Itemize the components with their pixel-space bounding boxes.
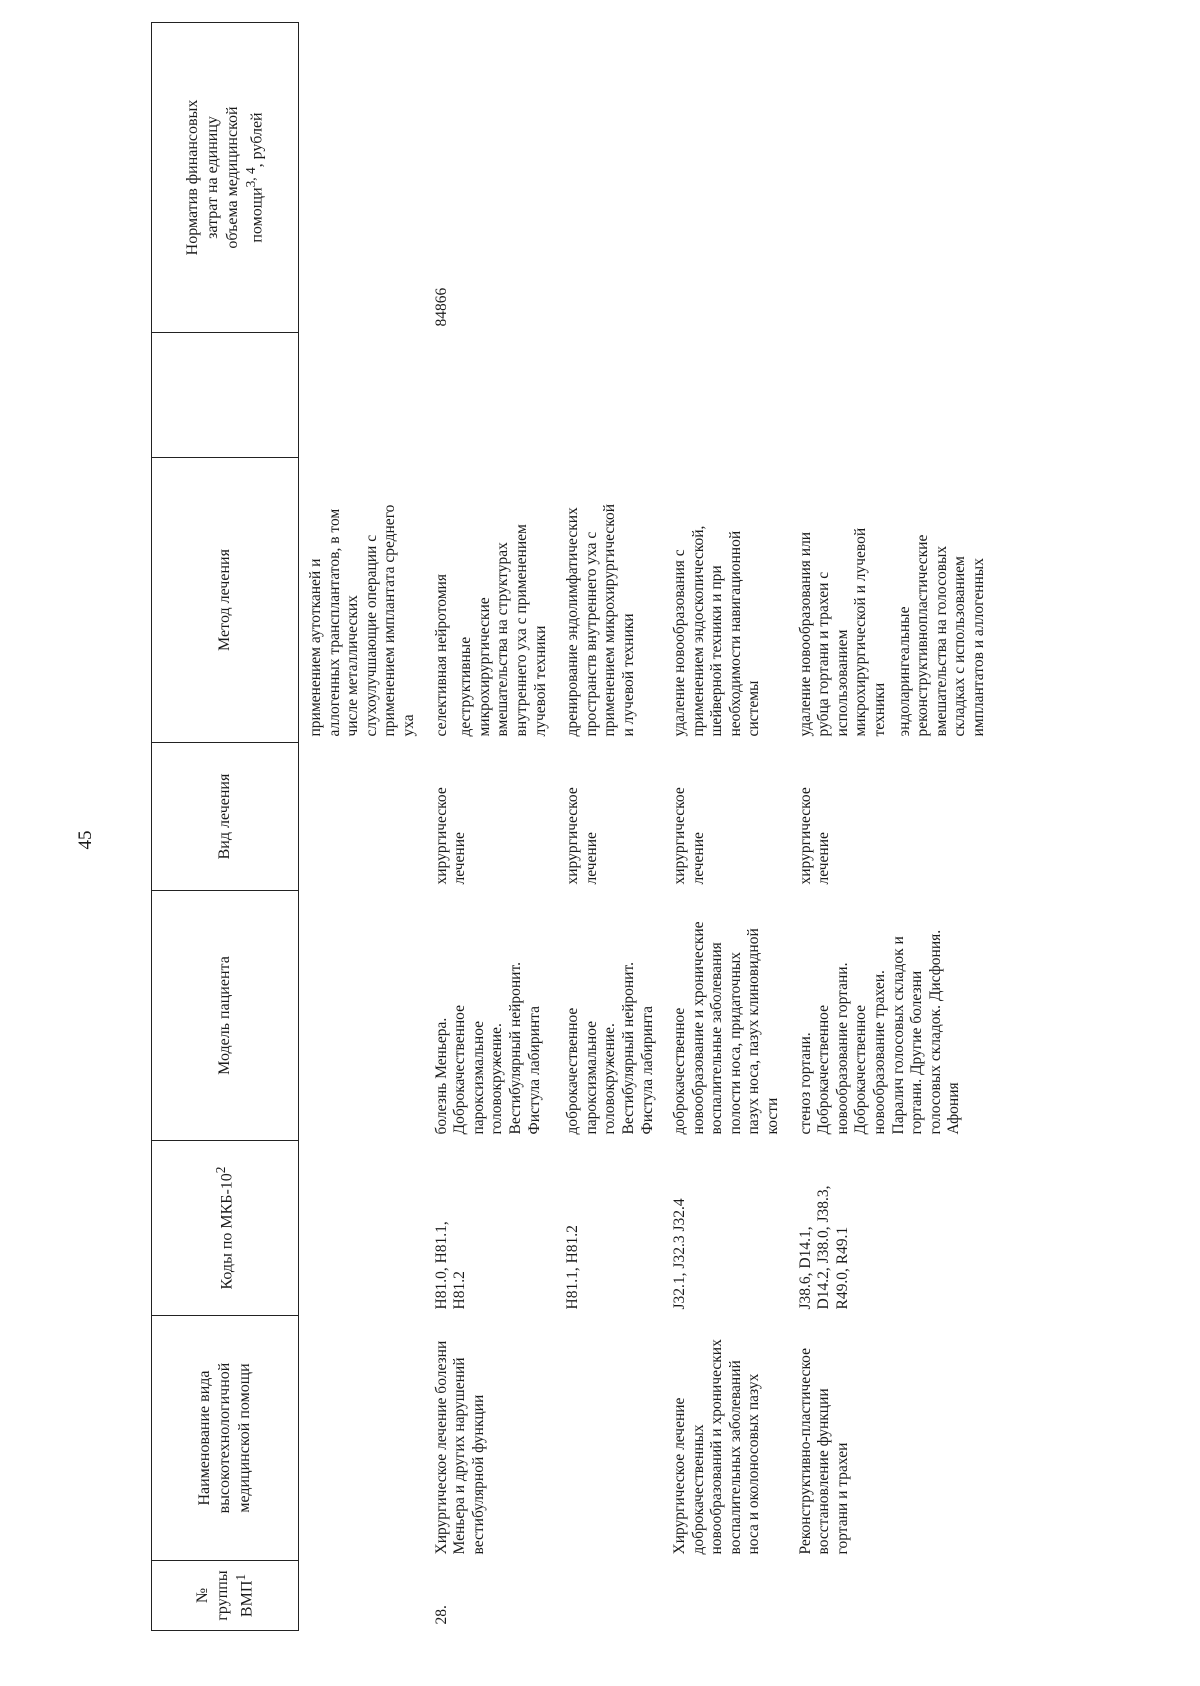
cell-method-line: эндоларингеальные [895,606,913,737]
cell-name-line: Хирургическое лечение болезни [432,1340,450,1555]
cell-method-line: шейверной техники и при [708,565,726,737]
cell-type-line: хирургическое [564,787,582,885]
cell-method-line: рубца гортани и трахеи с [815,571,833,737]
cell-method-line: реконструктивнопластические [914,534,932,737]
cell-method-line: внутреннего уха с применением [512,524,530,737]
cell-cost [657,23,783,333]
cell-model-line: доброкачественное [564,1007,582,1135]
cell-cost [783,23,989,333]
cell-type-line: хирургическое [796,787,814,885]
cell-model-line: пароксизмальное [582,1020,600,1135]
cell-group: 28. [432,1605,450,1625]
cell-type [783,743,989,891]
cell-method-line: техники [871,682,889,737]
vmp-table [151,22,989,1631]
table-row [657,23,783,1631]
cell-type [419,743,551,891]
cell-cost [550,23,657,333]
cell-model-line: Доброкачественное [815,1005,833,1135]
cell-name-line: воспалительных заболеваний [726,1360,744,1555]
table-row [299,23,419,1631]
cell-model-line: Вестибулярный нейронит. [506,962,524,1135]
cell-codes-line: H81.1, H81.2 [564,1225,582,1310]
cell-model [299,891,419,1141]
cell-type [550,743,657,891]
cell-model-line: Паралич голосовых складок и [889,936,907,1135]
table-row [550,23,657,1631]
table-row [419,23,551,1631]
cell-codes-line: D14.2, J38.0, J38.3, [815,1185,833,1310]
cell-method [783,458,989,743]
cell-method-line: числе металлических [344,595,362,737]
cell-group [657,1561,783,1631]
cell-name-line: Хирургическое лечение [671,1397,689,1555]
cell-method-line: дренирование эндолимфатических [564,507,582,737]
header-cost-line: Норматив финансовых [183,99,201,256]
cell-method-line: микрохирургической и лучевой [852,527,870,737]
cell-codes-line: H81.0, H81.1, [432,1221,450,1310]
cell-model-line: голосовых складок. Дисфония. [926,929,944,1135]
cell-method-line: удаление новообразования или [796,531,814,737]
cell-model-line: полости носа, придаточных [726,951,744,1135]
cell-type [299,743,419,891]
cell-name-line: гортани и трахеи [833,1442,851,1555]
cell-method-line: пространств внутреннего уха с [582,531,600,737]
cell-type-line: лечение [451,832,469,885]
cell-model-line: гортани. Другие болезни [908,970,926,1135]
cell-model [783,891,989,1141]
cell-group [550,1561,657,1631]
header-name-line: высокотехнологичной [216,1362,233,1514]
cell-name [657,1316,783,1561]
cell-method-line: аллогенных трансплантатов, в том [325,508,343,737]
header-codes-sup: 2 [212,1166,228,1174]
cell-cost [299,23,419,333]
header-cost [152,23,299,333]
cell-model-line: болезнь Меньера. [432,1017,450,1135]
cell-method-line: лучевой техники [531,625,549,737]
cell-method-line: микрохирургические [475,597,493,737]
cell-model-line: Афония [945,1082,963,1135]
cell-method-line: имплантатов и аллогенных [970,558,987,737]
cell-name-line: новообразований и хронических [708,1339,726,1555]
cell-method-line: вмешательства на структурах [494,542,512,737]
cell-name-line: восстановление функции [815,1388,833,1555]
cell-type-line: лечение [582,832,600,885]
header-group-line: № [193,1587,211,1604]
cell-blank [550,333,657,458]
cell-codes-line: R49.0, R49.1 [833,1226,851,1310]
header-name-line: Наименование вида [196,1370,213,1506]
header-group [152,1561,299,1631]
header-group-line: группы [213,1570,231,1621]
cell-name-line: вестибулярной функции [469,1394,487,1555]
header-codes-text: Коды по МКБ-10 [218,1173,236,1290]
cell-method [550,458,657,743]
cell-model-line: доброкачественное [671,1007,689,1135]
cell-model-line: пазух носа, пазух клиновидной [745,928,763,1135]
cell-name [419,1316,551,1561]
cell-codes [299,1141,419,1316]
cell-model [550,891,657,1141]
cell-name-line: доброкачественных [689,1424,707,1555]
cell-type-line: хирургическое [432,787,450,885]
cell-model-line: Доброкачественное [852,1005,870,1135]
cell-method-line: складках с использованием [951,556,969,737]
header-name-text [195,1322,255,1554]
cell-method-line: применением микрохирургической [601,503,619,737]
cell-method-line: вмешательства на голосовых [932,545,950,737]
cell-model-line: воспалительные заболевания [708,942,726,1135]
header-name [152,1316,299,1561]
header-method: Метод лечения [152,458,299,743]
table-body [299,23,989,1631]
cell-method-line: селективная нейротомия [432,574,450,737]
cell-type-line: лечение [689,832,707,885]
cell-blank [419,333,551,458]
cell-model-line: стеноз гортани. [796,1032,814,1135]
cell-name [299,1316,419,1561]
cell-method [419,458,551,743]
cell-method-line: системы [745,680,763,737]
cell-model-line: новообразование и хронические [689,921,707,1135]
cell-model-line: головокружение. [488,1023,506,1135]
header-row [152,23,299,1631]
cell-codes [657,1141,783,1316]
cell-method [299,458,419,743]
rotated-page [35,25,1145,1655]
cell-type-line: хирургическое [671,787,689,885]
header-cost-line: объема медицинской [223,106,241,249]
header-type: Вид лечения [152,743,299,891]
cell-method-line: деструктивные [457,636,475,737]
page-number: 45 [75,830,96,850]
cell-codes [419,1141,551,1316]
cell-method-line: уха [399,714,417,737]
header-group-text [193,1567,257,1624]
cell-model-line: Фистула лабиринта [638,1005,656,1135]
header-group-line: ВМП$^1$ [232,1573,256,1618]
cell-method-line: удаление новообразования с [671,549,689,737]
header-cost-text [183,29,267,326]
cell-model-line: новообразование трахеи. [871,970,889,1135]
cell-group [783,1561,989,1631]
cell-codes-line: J38.6, D14.1, [796,1226,814,1310]
cell-method-line: применением эндоскопической, [689,525,707,737]
cell-name-line: Реконструктивно-пластическое [796,1347,814,1555]
cell-codes-line: J32.1, J32.3 J32.4 [671,1198,689,1310]
cell-cost: 84866 [432,287,450,327]
cell-method-line: использованием [833,629,851,737]
cell-blank [299,333,419,458]
cell-method [657,458,783,743]
cell-type [657,743,783,891]
cell-blank [657,333,783,458]
cell-model-line: новообразование гортани. [833,962,851,1135]
cell-method-line: применением имплантата среднего [381,504,399,737]
cell-method-line: и лучевой техники [619,613,637,737]
header-cost-line: помощи$^{3, 4}$, рублей [242,112,266,243]
header-name-line: медицинской помощи [236,1363,253,1513]
header-codes [152,1141,299,1316]
header-cost-sup: 3, 4 [242,167,258,188]
cell-group [299,1561,419,1631]
cell-model-line: Доброкачественное [451,1005,469,1135]
cell-name-line: Меньера и других нарушений [451,1357,469,1555]
cell-name-line: носа и околоносовых пазух [745,1373,763,1555]
cell-model [419,891,551,1141]
cell-codes [783,1141,989,1316]
cell-model-line: Фистула лабиринта [525,1005,543,1135]
cell-model-line: Вестибулярный нейронит. [619,962,637,1135]
header-cost-line: затрат на единицу [203,116,221,239]
cell-method-line: применением аутотканей и [307,558,324,737]
table-row [783,23,989,1631]
header-blank [152,333,299,458]
cell-codes [550,1141,657,1316]
cell-name [550,1316,657,1561]
cell-method-line: слухоулучшающие операции с [362,534,380,737]
header-group-sup: 1 [232,1573,248,1581]
cell-method-line: необходимости навигационной [726,530,744,737]
cell-type-line: лечение [815,832,833,885]
cell-model-line: пароксизмальное [469,1020,487,1135]
cell-model-line: кости [764,1097,782,1135]
header-model: Модель пациента [152,891,299,1141]
cell-codes-line: H81.2 [451,1271,469,1310]
cell-model-line: головокружение. [601,1023,619,1135]
header-cost-tail: , рублей [248,112,266,168]
cell-model [657,891,783,1141]
cell-name [783,1316,989,1561]
cell-blank [783,333,989,458]
